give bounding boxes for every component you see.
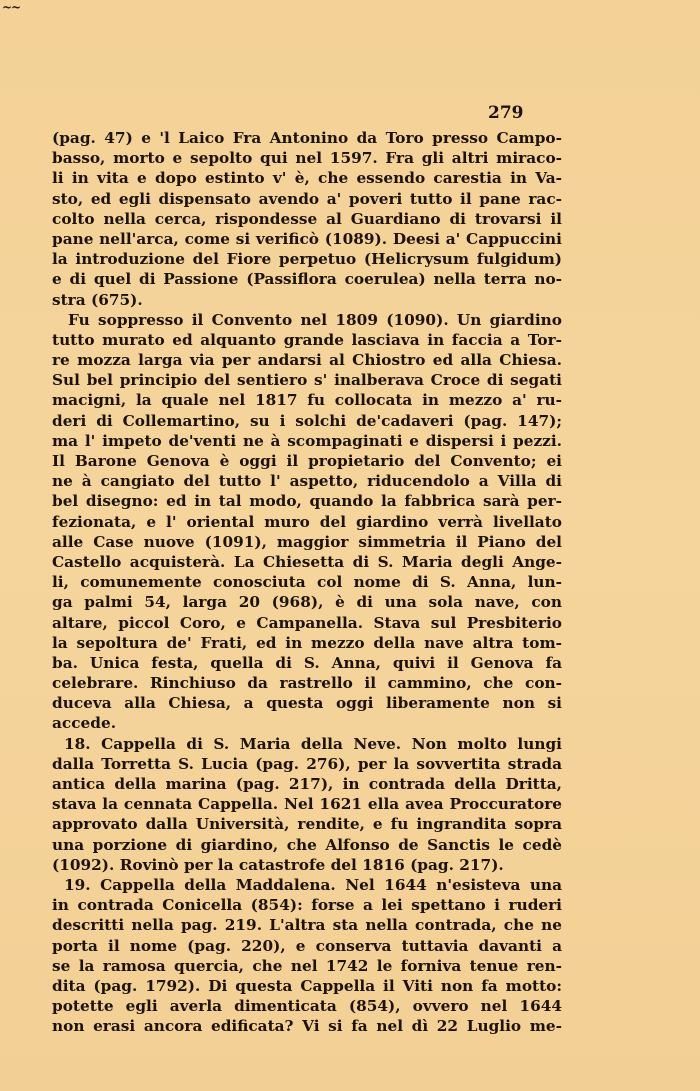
- text-line: ne à cangiato del tutto l' aspetto, riducendolo a Villa di: [52, 472, 562, 491]
- text-line: ma l' impeto de'venti ne à scompaginati e dispersi i pezzi.: [52, 431, 562, 450]
- text-line: ga palmi 54, larga 20 (968), è di una sola nave, con: [52, 593, 562, 612]
- text-line: macigni, la quale nel 1817 fu collocata in mezzo a' ru-: [52, 391, 562, 410]
- text-line: stava la cennata Cappella. Nel 1621 ella avea Proccuratore: [52, 795, 562, 814]
- text-line: duceva alla Chiesa, a questa oggi liberamente non si: [52, 694, 562, 713]
- text-line: celebrare. Rinchiuso da rastrello il cammino, che con-: [52, 674, 562, 693]
- text-line: dita (pag. 1792). Di questa Cappella il Viti non fa motto:: [52, 976, 562, 995]
- text-line: descritti nella pag. 219. L'altra sta nella contrada, che ne: [52, 916, 562, 935]
- text-line: li in vita e dopo estinto v' è, che essendo carestia in Va-: [52, 169, 562, 188]
- text-line: deri di Collemartino, su i solchi de'cadaveri (pag. 147);: [52, 411, 562, 430]
- text-line: accede.: [52, 714, 117, 733]
- text-line: Il Barone Genova è oggi il propietario del Convento; ei: [52, 452, 562, 470]
- text-line: in contrada Conicella (854): forse a lei spettano i ruderi: [52, 896, 562, 915]
- text-line: approvato dalla Università, rendite, e fu ingrandita sopra: [52, 815, 562, 834]
- text-line: 19. Cappella della Maddalena. Nel 1644 n'esisteva una: [64, 875, 562, 894]
- text-line: porta il nome (pag. 220), e conserva tuttavia davanti a: [52, 936, 562, 955]
- text-line: colto nella cerca, rispondesse al Guardiano di trovarsi il: [52, 209, 562, 228]
- text-line: altare, piccol Coro, e Campanella. Stava sul Presbiterio: [52, 613, 562, 632]
- page-number: 279: [488, 103, 524, 123]
- text-line: e di quel di Passione (Passiflora coerulea) nella terra no-: [52, 270, 562, 289]
- text-line: re mozza larga via per andarsi al Chiostro ed alla Chiesa.: [52, 351, 562, 370]
- text-line: la introduzione del Fiore perpetuo (Helicrysum fulgidum): [52, 250, 562, 269]
- text-line: (1092). Rovinò per la catastrofe del 1816 (pag. 217).: [52, 855, 504, 874]
- text-line: dalla Torretta S. Lucia (pag. 276), per la sovvertita strada: [52, 754, 562, 773]
- text-line: fezionata, e l' oriental muro del giardino verrà livellato: [52, 512, 562, 531]
- text-line: ba. Unica festa, quella di S. Anna, quivi il Genova fa: [52, 653, 562, 672]
- text-line: alle Case nuove (1091), maggior simmetria il Piano del: [52, 532, 562, 551]
- text-line: una porzione di giardino, che Alfonso de Sanctis le cedè: [52, 835, 562, 854]
- text-line: (pag. 47) e 'l Laico Fra Antonino da Toro presso Campo-: [52, 129, 562, 147]
- text-line: bel disegno: ed in tal modo, quando la fabbrica sarà per-: [52, 492, 562, 511]
- text-line: potette egli averla dimenticata (854), ovvero nel 1644: [52, 997, 562, 1016]
- text-line: li, comunemente conosciuta col nome di S. Anna, lun-: [52, 573, 562, 592]
- text-line: non erasi ancora edificata? Vi si fa nel dì 22 Luglio me-: [52, 1017, 562, 1036]
- text-line: 18. Cappella di S. Maria della Neve. Non molto lungi: [64, 734, 562, 753]
- text-line: Sul bel principio del sentiero s' inalberava Croce di segati: [52, 371, 562, 390]
- corner-mark: ~~: [2, 0, 21, 14]
- text-line: Fu soppresso il Convento nel 1809 (1090). Un giardino: [68, 310, 562, 329]
- text-line: la sepoltura de' Frati, ed in mezzo della nave altra tom-: [52, 633, 562, 652]
- text-line: stra (675).: [52, 290, 143, 309]
- text-line: se la ramosa quercia, che nel 1742 le forniva tenue ren-: [52, 956, 562, 975]
- text-line: antica della marina (pag. 217), in contrada della Dritta,: [52, 775, 562, 793]
- text-line: sto, ed egli dispensato avendo a' poveri tutto il pane rac-: [52, 189, 562, 208]
- text-line: basso, morto e sepolto qui nel 1597. Fra gli altri miraco-: [52, 149, 562, 168]
- text-line: Castello acquisterà. La Chiesetta di S. Maria degli Ange-: [52, 552, 562, 571]
- text-line: tutto murato ed alquanto grande lasciava in faccia a Tor-: [52, 330, 562, 349]
- text-line: pane nell'arca, come si verificò (1089). Deesi a' Cappuccini: [52, 229, 562, 248]
- body-text: [52, 128, 562, 1036]
